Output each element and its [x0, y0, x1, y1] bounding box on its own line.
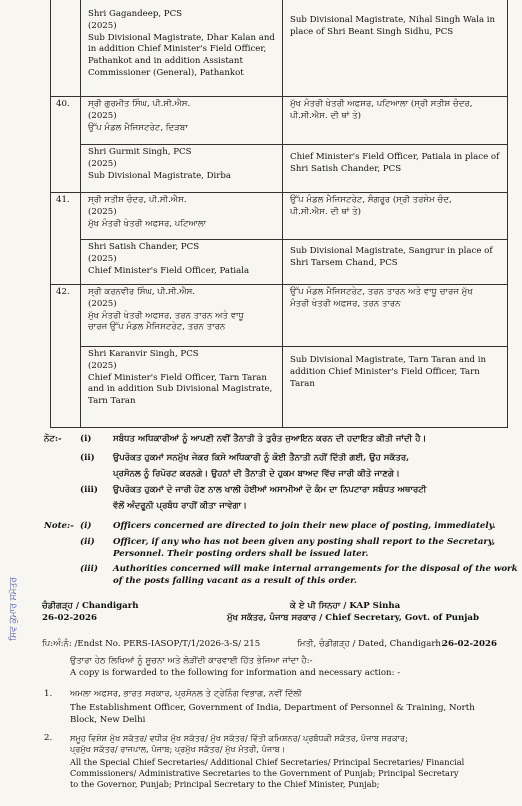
- cell-line: ਉੱਪ ਮੰਡਲ ਮੈਜਿਸਟਰੇਟ, ਸੰਗਰੂਰ (ਸ੍ਰੀ ਤਰਸੇਮ ਚੰਦ,: [290, 195, 452, 205]
- table-cell-right-pa: [290, 99, 472, 123]
- cell-line: Pathankot and in addition Assistant: [88, 56, 243, 67]
- row-number: 41.: [56, 195, 70, 205]
- table-cell-right-en: [290, 355, 486, 390]
- note-number: (i): [80, 521, 92, 531]
- table-cell-right-en: [290, 152, 499, 176]
- note-line: ਉਪਰੋਕਤ ਹੁਕਮਾਂ ਦੇ ਜਾਰੀ ਹੋਣ ਨਾਲ ਖਾਲੀ ਹੋਈਆਂ ਅਸਾਮੀਆਂ ਦੇ ਕੰਮ ਦਾ ਨਿਪਟਾਰਾ ਸਬੰਧਤ ਅਥਾਰਟੀ: [113, 485, 427, 495]
- table-cell-left-pa: [88, 287, 244, 334]
- cell-line: (2025): [88, 298, 117, 309]
- cell-line: ਮੁੱਖ ਮੰਤਰੀ ਖੇਤਰੀ ਅਫਸਰ, ਪਟਿਆਲਾ: [88, 218, 207, 229]
- stamp-text: ਸਿਵ ਕੁਮਾਰ ਸਮੱਤਰ: [9, 577, 19, 641]
- note-line: Officer, if any who has not been given any posting shall report to the Secretary,: [113, 537, 496, 547]
- list-number: 1.: [44, 689, 53, 699]
- cell-line: (2025): [88, 206, 117, 217]
- table-rule: [50, 192, 508, 193]
- list-line: Block, New Delhi: [70, 714, 146, 725]
- note-number: (iii): [80, 564, 98, 574]
- list-line: ਸਮੂਹ ਵਿਸ਼ੇਸ਼ ਮੁੱਖ ਸਕੱਤਰ/ ਵਧੀਕ ਮੁੱਖ ਸਕੱਤਰ/ ਮੁੱਖ ਸਕੱਤਰ/ ਵਿੱਤੀ ਕਮਿਸ਼ਨਰ/ ਪ੍ਰਬੰਧਕੀ ਸਕੱਤਰ, ਪੰਜਾਬ ਸਰਕਾਰ;: [70, 733, 408, 743]
- table-border-left: [50, 0, 51, 427]
- cell-line: ਮੰਤਰੀ ਖੇਤਰੀ ਅਫਸਰ, ਤਰਨ ਤਾਰਨ: [290, 298, 401, 309]
- cell-line: (2025): [88, 253, 117, 264]
- note-number: (i): [80, 434, 92, 444]
- note-number: (ii): [80, 537, 95, 547]
- endst-date-label: ਮਿਤੀ, ਚੰਡੀਗੜ੍ਹ / Dated, Chandigarh:: [297, 639, 444, 649]
- cell-line: (2025): [88, 20, 117, 31]
- copy-forward-pa: ਉਤਾਰਾ ਹੇਠ ਲਿਖਿਆਂ ਨੂੰ ਸੂਚਨਾ ਅਤੇ ਲੋੜੀਂਦੀ ਕਾਰਵਾਈ ਹਿੱਤ ਭੇਜਿਆ ਜਾਂਦਾ ਹੈ:-: [70, 656, 313, 666]
- signature-place: ਚੰਡੀਗੜ੍ਹ / Chandigarh: [42, 601, 139, 611]
- cell-line: Chief Minister's Field Officer, Patiala in place of: [290, 152, 500, 162]
- cell-line: (2025): [88, 110, 117, 121]
- note-line: ਵੱਲੋਂ ਅੰਦਰੂਨੀ ਪ੍ਰਬੰਧ ਰਾਹੀਂ ਕੀਤਾ ਜਾਵੇਗਾ।: [113, 500, 247, 511]
- cell-line: ਉੱਪ ਮੰਡਲ ਮੈਜਿਸਟਰੇਟ, ਤਰਨ ਤਾਰਨ ਅਤੇ ਵਾਧੂ ਚਾਰਜ ਮੁੱਖ: [290, 287, 473, 297]
- cell-line: Shri Gurmit Singh, PCS: [88, 147, 192, 157]
- office-stamp: [4, 560, 20, 670]
- list-line: ਅਮਲਾ ਅਫਸਰ, ਭਾਰਤ ਸਰਕਾਰ, ਪ੍ਰਸੋਨਲ ਤੇ ਟ੍ਰੇਨਿੰਗ ਵਿਭਾਗ, ਨਵੀਂ ਦਿੱਲੀ: [70, 689, 302, 699]
- row-number: 42.: [56, 287, 70, 297]
- cell-line: Chief Minister's Field Officer, Patiala: [88, 265, 250, 276]
- cell-line: (2025): [88, 158, 117, 169]
- list-line: All the Special Chief Secretaries/ Additional Chief Secretaries/ Principal Secretaries/ Financial: [70, 757, 465, 767]
- table-border-mid: [282, 0, 283, 427]
- cell-line: ਪੀ.ਸੀ.ਐਸ. ਦੀ ਥਾਂ ਤੇ): [290, 110, 361, 121]
- cell-line: Sub Divisional Magistrate, Sangrur in place of: [290, 246, 493, 256]
- cell-line: ਮੁੱਖ ਮੰਤਰੀ ਖੇਤਰੀ ਅਫਸਰ, ਤਰਨ ਤਾਰਨ ਅਤੇ ਵਾਧੂ: [88, 310, 244, 321]
- list-item: [70, 689, 475, 726]
- endst-number: ਪਿ:ਅੰ:ਨੰ: /Endst No. PERS-IASOP/T/1/2026-3-S/ 215: [42, 639, 261, 649]
- table-cell-left-pa: [88, 99, 190, 134]
- cell-line: ਸ੍ਰੀ ਕਰਨਵੀਰ ਸਿੰਘ, ਪੀ.ਸੀ.ਐਸ.: [88, 287, 196, 297]
- cell-line: Sub Divisional Magistrate, Tarn Taran and in: [290, 355, 487, 365]
- cell-line: Shri Satish Chander, PCS: [88, 242, 200, 252]
- table-rule: [50, 96, 508, 97]
- table-border-num: [80, 0, 81, 427]
- cell-line: Shri Karanvir Singh, PCS: [88, 349, 199, 359]
- cell-line: Sub Divisional Magistrate, Dhar Kalan and: [88, 32, 275, 43]
- note-text: ਸਬੰਧਤ ਅਧਿਕਾਰੀਆਂ ਨੂੰ ਆਪਣੀ ਨਵੀਂ ਤੈਨਾਤੀ ਤੇ ਤੁਰੰਤ ਜੁਆਇਨ ਕਰਨ ਦੀ ਹਦਾਇਤ ਕੀਤੀ ਜਾਂਦੀ ਹੈ।: [113, 434, 427, 444]
- row-number: 40.: [56, 99, 70, 109]
- table-rule: [50, 427, 508, 428]
- list-line: The Establishment Officer, Government of India, Department of Personnel & Training, North: [70, 702, 475, 713]
- note-text: [113, 453, 409, 481]
- table-cell-left-en: [88, 349, 272, 408]
- table-rule: [50, 284, 508, 285]
- copy-forward-en: A copy is forwarded to the following for information and necessary action: -: [70, 668, 401, 678]
- cell-line: ਉੱਪ ਮੰਡਲ ਮੈਜਿਸਟਰੇਟ, ਦਿੜਬਾ: [88, 122, 188, 133]
- list-line: ਪ੍ਰਮੁੱਖ ਸਕੱਤਰ/ ਰਾਜਪਾਲ, ਪੰਜਾਬ; ਪ੍ਰਮੁੱਖ ਸਕੱਤਰ/ ਮੁੱਖ ਮੰਤਰੀ, ਪੰਜਾਬ।: [70, 744, 286, 754]
- cell-line: Commissioner (General), Pathankot: [88, 67, 244, 78]
- cell-line: ਚਾਰਜ ਉੱਪ ਮੰਡਲ ਮੈਜਿਸਟਰੇਟ, ਤਰਨ ਤਾਰਨ: [88, 322, 226, 333]
- table-cell-right-pa: [290, 195, 452, 219]
- note-text: [113, 537, 495, 561]
- signature-date: 26-02-2026: [42, 613, 97, 623]
- note-line: ਪ੍ਰਸੋਨਲ ਨੂੰ ਰਿਪੋਰਟ ਕਰਨਗੇ। ਉਹਨਾਂ ਦੀ ਤੈਨਾਤੀ ਦੇ ਹੁਕਮ ਬਾਅਦ ਵਿੱਚ ਜਾਰੀ ਕੀਤੇ ਜਾਣਗੇ।: [113, 468, 400, 479]
- note-number: (iii): [80, 485, 98, 495]
- cell-line: (2025): [88, 360, 117, 371]
- cell-line: Shri Satish Chander, PCS: [290, 163, 402, 174]
- signatory-designation: ਮੁੱਖ ਸਕੱਤਰ, ਪੰਜਾਬ ਸਰਕਾਰ / Chief Secretary, Govt. of Punjab: [227, 613, 479, 623]
- cell-line: ਮੁੱਖ ਮੰਤਰੀ ਖੇਤਰੀ ਅਫਸਰ, ਪਟਿਆਲਾ (ਸ੍ਰੀ ਸਤੀਸ਼ ਚੰਦਰ,: [290, 99, 473, 109]
- cell-line: ਸ੍ਰੀ ਗੁਰਮੀਤ ਸਿੰਘ, ਪੀ.ਸੀ.ਐਸ.: [88, 99, 191, 109]
- table-cell-left-pa: [88, 195, 206, 230]
- cell-line: addition Chief Minister's Field Officer, Tarn: [290, 366, 480, 377]
- table-cell-left-en: [88, 147, 231, 182]
- cell-line: ਸ੍ਰੀ ਸਤੀਸ਼ ਚੰਦਰ, ਪੀ.ਸੀ.ਐਸ.: [88, 195, 187, 205]
- table-cell-right: [290, 15, 495, 39]
- cell-line: Chief Minister's Field Officer, Tarn Taran: [88, 372, 267, 383]
- table-rule: [80, 144, 508, 145]
- note-text: [113, 485, 426, 513]
- note-text: [113, 564, 518, 588]
- list-number: 2.: [44, 733, 53, 743]
- signatory-name: ਕੇ ਏ ਪੀ ਸਿਨਹਾ / KAP Sinha: [290, 601, 401, 611]
- list-item: [70, 733, 464, 790]
- cell-line: Taran: [290, 378, 315, 389]
- table-cell-right-pa: [290, 287, 473, 311]
- note-number: (ii): [80, 453, 95, 463]
- note-label: ਨੋਟ:-: [44, 434, 62, 444]
- table-rule: [80, 239, 508, 240]
- note-text: Officers concerned are directed to join their new place of posting, immediately.: [113, 521, 496, 531]
- note-line: of the posts falling vacant as a result of this order.: [113, 575, 357, 586]
- list-line: to the Governor, Punjab; Principal Secretary to the Chief Minister, Punjab;: [70, 779, 380, 789]
- table-cell-left-en: [88, 242, 249, 277]
- cell-line: place of Shri Beant Singh Sidhu, PCS: [290, 26, 454, 37]
- note-line: Personnel. Their posting orders shall be issued later.: [113, 548, 369, 559]
- cell-line: Sub Divisional Magistrate, Dirba: [88, 170, 232, 181]
- cell-line: Sub Divisional Magistrate, Nihal Singh Wala in: [290, 15, 496, 25]
- cell-line: Shri Gagandeep, PCS: [88, 9, 183, 19]
- list-line: Commissioners/ Administrative Secretaries to the Government of Punjab; Principal Secretary: [70, 768, 459, 778]
- table-cell-right-en: [290, 246, 493, 270]
- cell-line: and in addition Sub Divisional Magistrate,: [88, 384, 273, 395]
- endst-date: 26-02-2026: [442, 639, 497, 649]
- cell-line: ਪੀ.ਸੀ.ਐਸ. ਦੀ ਥਾਂ ਤੇ): [290, 206, 361, 217]
- note-line: ਉਪਰੋਕਤ ਹੁਕਮਾਂ ਸਨਮੁੱਖ ਜੇਕਰ ਕਿਸੇ ਅਧਿਕਾਰੀ ਨੂੰ ਕੋਈ ਤੈਨਾਤੀ ਨਹੀਂ ਦਿੱਤੀ ਗਈ, ਉਹ ਸਕੱਤਰ,: [113, 453, 410, 463]
- note-line: Authorities concerned will make internal arrangements for the disposal of the work: [113, 564, 518, 574]
- table-rule: [80, 346, 508, 347]
- note-label: Note:-: [44, 521, 74, 531]
- cell-line: in addition Chief Minister's Field Officer,: [88, 44, 267, 55]
- cell-line: Tarn Taran: [88, 396, 136, 407]
- table-border-right: [507, 0, 508, 427]
- cell-line: Shri Tarsem Chand, PCS: [290, 257, 398, 268]
- table-cell-left: [88, 9, 275, 80]
